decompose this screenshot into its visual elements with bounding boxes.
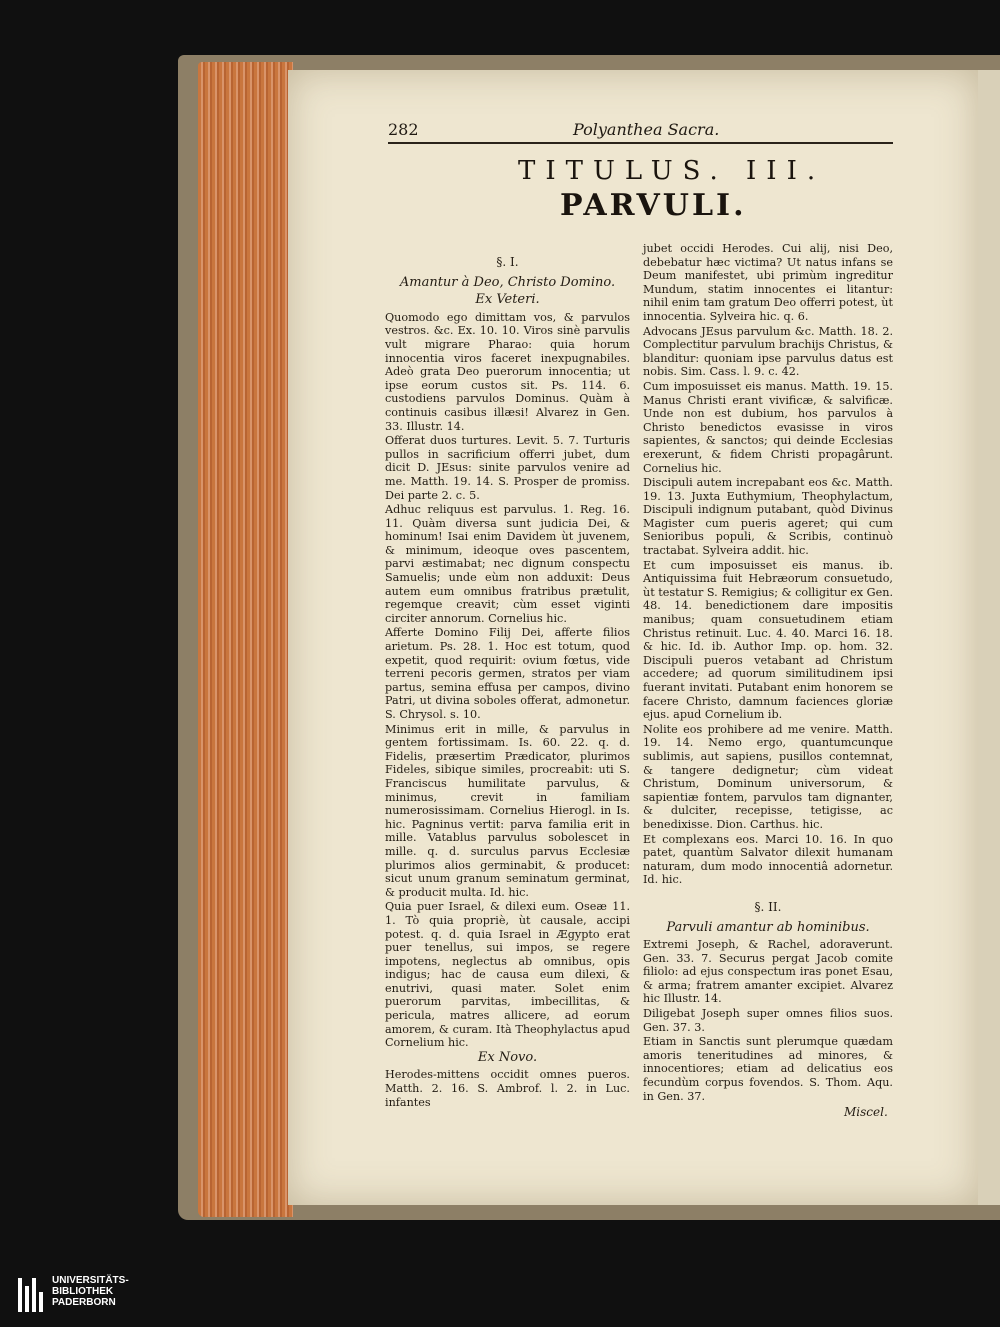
section-title: Amantur à Deo, Christo Domino. (399, 274, 616, 290)
parvuli-heading: PARVULI. (560, 188, 747, 223)
paragraph: Herodes-mittens occidit omnes pueros. Matth. 2. 16. S. Ambrof. l. 2. in Luc. infantes (385, 1068, 630, 1109)
paragraph: Advocans JEsus parvulum &c. Matth. 18. 2. Complectitur parvulum brachijs Christus, & blanditur: quoniam ipse parvulus datus est nobis. Sim. Cass. l. 9. c. 42. (643, 324, 893, 379)
sub-title: Ex Veteri. (475, 292, 540, 308)
facing-page-edge (978, 70, 1000, 1205)
paragraph: Offerat duos turtures. Levit. 5. 7. Turturis pullos in sacrificium offerri jubet, dum dicit D. JEsus: sinite parvulos venire ad me. Matth. 19. 14. S. Prosper de promiss. Dei parte 2. c. 5. (385, 434, 630, 502)
page-number: 282 (388, 120, 419, 139)
logo-text: UNIVERSITÄTS- BIBLIOTHEK PADERBORN (52, 1275, 129, 1308)
running-header (388, 120, 893, 144)
paragraph: Cum imposuisset eis manus. Matth. 19. 15. Manus Christi erant vivificæ, & salvificæ. Unde non est dubium, hos parvulos à Christo benedictos evasisse in viros sapientes, & sanctos; qui deinde Ecclesias erexerunt, & fidem Christi propagârunt. Cornelius hic. (643, 379, 893, 475)
paragraph: Quomodo ego dimittam vos, & parvulos vestros. &c. Ex. 10. 10. Viros sinè parvulis vult migrare Pharao: quia horum innocentia viros faceret inexpugnabiles. Adeò grata Deo puerorum innocentia; ut ipse eorum custos sit. Ps. 114. 6. custodiens parvulos Dominus. Quàm à continuis casibus illæsi! Alvarez in Gen. 33. Illustr. 14. (385, 310, 630, 433)
sub-title: Ex Novo. (477, 1049, 538, 1065)
library-logo (18, 1275, 148, 1317)
section-mark: §. II. (754, 899, 782, 914)
paragraph: Et complexans eos. Marci 10. 16. In quo patet, quantùm Salvator dilexit humanam naturam, dum modo innocentiâ adornetur. Id. hic. (643, 832, 893, 887)
paragraph: Minimus erit in mille, & parvulus in gentem fortissimam. Is. 60. 22. q. d. Fidelis, præsertim Prædicator, plurimos Fideles, sibique similes, procreabit: uti S. Franciscus humilitate parvulus, & minimus, crevit in familiam numerosissimam. Cornelius Hierogl. in Is. hic. Pagninus vertit: parva familia erit in mille. Vatablus parvulus sobolescet in mille. q. d. surculus parvus Ecclesiæ plurimos alios germinabit, & producet: sicut unum granum seminatum germinat, & producit multa. Id. hic. (385, 722, 630, 899)
section-title: Parvuli amantur ab hominibus. (666, 919, 870, 935)
column-left (385, 242, 630, 1110)
running-title: Polyanthea Sacra. (573, 120, 720, 139)
paragraph: Nolite eos prohibere ad me venire. Matth. 19. 14. Nemo ergo, quantumcunque sublimis, aut sapiens, pusillos contemnat, & tangere dedignetur; cùm videat Christum, Dominum universorum, & sapientiæ fontem, parvulos tam dignanter, & dulciter, recepisse, tetigisse, ac benedixisse. Dion. Carthus. hic. (643, 722, 893, 831)
paragraph: Quia puer Israel, & dilexi eum. Oseæ 11. 1. Tò quia propriè, ùt causale, accipi potest. q. d. quia Israel in Ægypto erat puer tenellus, sui impos, se regere impotens, neglectus ab omnibus, opis indigus; hac de causa eum dilexi, & enutrivi, quasi mater. Solet enim puerorum parvitas, imbecillitas, & pericula, matres allicere, ad eorum amorem, & curam. Ità Theophylactus apud Cornelium hic. (385, 900, 630, 1050)
paragraph: Etiam in Sanctis sunt plerumque quædam amoris teneritudines ad minores, & innocentiores; etiam ad delicatius eos fecundùm corpus fovendos. S. Thom. Aqu. in Gen. 37. (643, 1035, 893, 1103)
paragraph: jubet occidi Herodes. Cui alij, nisi Deo, debebatur hæc victima? Ut natus infans se Deum manifestet, ubi primùm ingreditur Mundum, statim innocentes ei litantur: nihil enim tam gratum Deo offerri potest, ùt innocentia. Sylveira hic. q. 6. (643, 242, 893, 323)
paragraph: Et cum imposuisset eis manus. ib. Antiquissima fuit Hebræorum consuetudo, ùt testatur S. Remigius; & colligitur ex Gen. 48. 14. benedictionem dare impositis manibus; quam consuetudinem etiam Christus retinuit. Luc. 4. 40. Marci 16. 18. & hic. Id. ib. Author Imp. op. hom. 32. Discipuli pueros vetabant ad Christum accedere; ad quorum similitudinem ipsi fuerant invitati. Putabant enim honorem se facere Christo, damnum faciences gloriæ ejus. apud Cornelium ib. (643, 558, 893, 722)
catchword: Miscel. (844, 1105, 888, 1119)
paragraph: Adhuc reliquus est parvulus. 1. Reg. 16. 11. Quàm diversa sunt judicia Dei, & hominum! Isai enim Davidem ùt juvenem, & minimum, ideoque oves pascentem, parvi æstimabat; nec dignum conspectu Samuelis; unde eùm non adduxit: Deus autem eum omnibus fratribus prætulit, regemque creavit; cùm esset viginti circiter annorum. Cornelius hic. (385, 503, 630, 625)
paragraph: Discipuli autem increpabant eos &c. Matth. 19. 13. Juxta Euthymium, Theophylactum, Discipuli indignum putabant, quòd Divinus Magister cum pueris ageret; qui cum Senioribus populi, & Scribis, continuò tractabat. Sylveira addit. hic. (643, 476, 893, 558)
titulus-heading: TITULUS. III. (518, 156, 826, 186)
paragraph: Afferte Domino Filij Dei, afferte filios arietum. Ps. 28. 1. Hoc est totum, quod expetit, quod requirit: ovium fœtus, vide terreni pecoris germen, stratos per viam partus, semina effusa per campos, divino Patri, ut divina soboles offerat, admonetur. S. Chrysol. s. 10. (385, 626, 630, 721)
logo-bars-icon (18, 1278, 48, 1312)
column-right (643, 242, 893, 1104)
paragraph: Diligebat Joseph super omnes filios suos. Gen. 37. 3. (643, 1007, 893, 1034)
paragraph: Extremi Joseph, & Rachel, adoraverunt. Gen. 33. 7. Securus pergat Jacob comite filiolo: ad ejus conspectum iras ponet Esau, & arma; fratrem amanter excipiet. Alvarez hic Illustr. 14. (643, 938, 893, 1006)
section-mark: §. I. (496, 255, 519, 269)
book-page (288, 70, 978, 1205)
page-edges (198, 62, 293, 1217)
